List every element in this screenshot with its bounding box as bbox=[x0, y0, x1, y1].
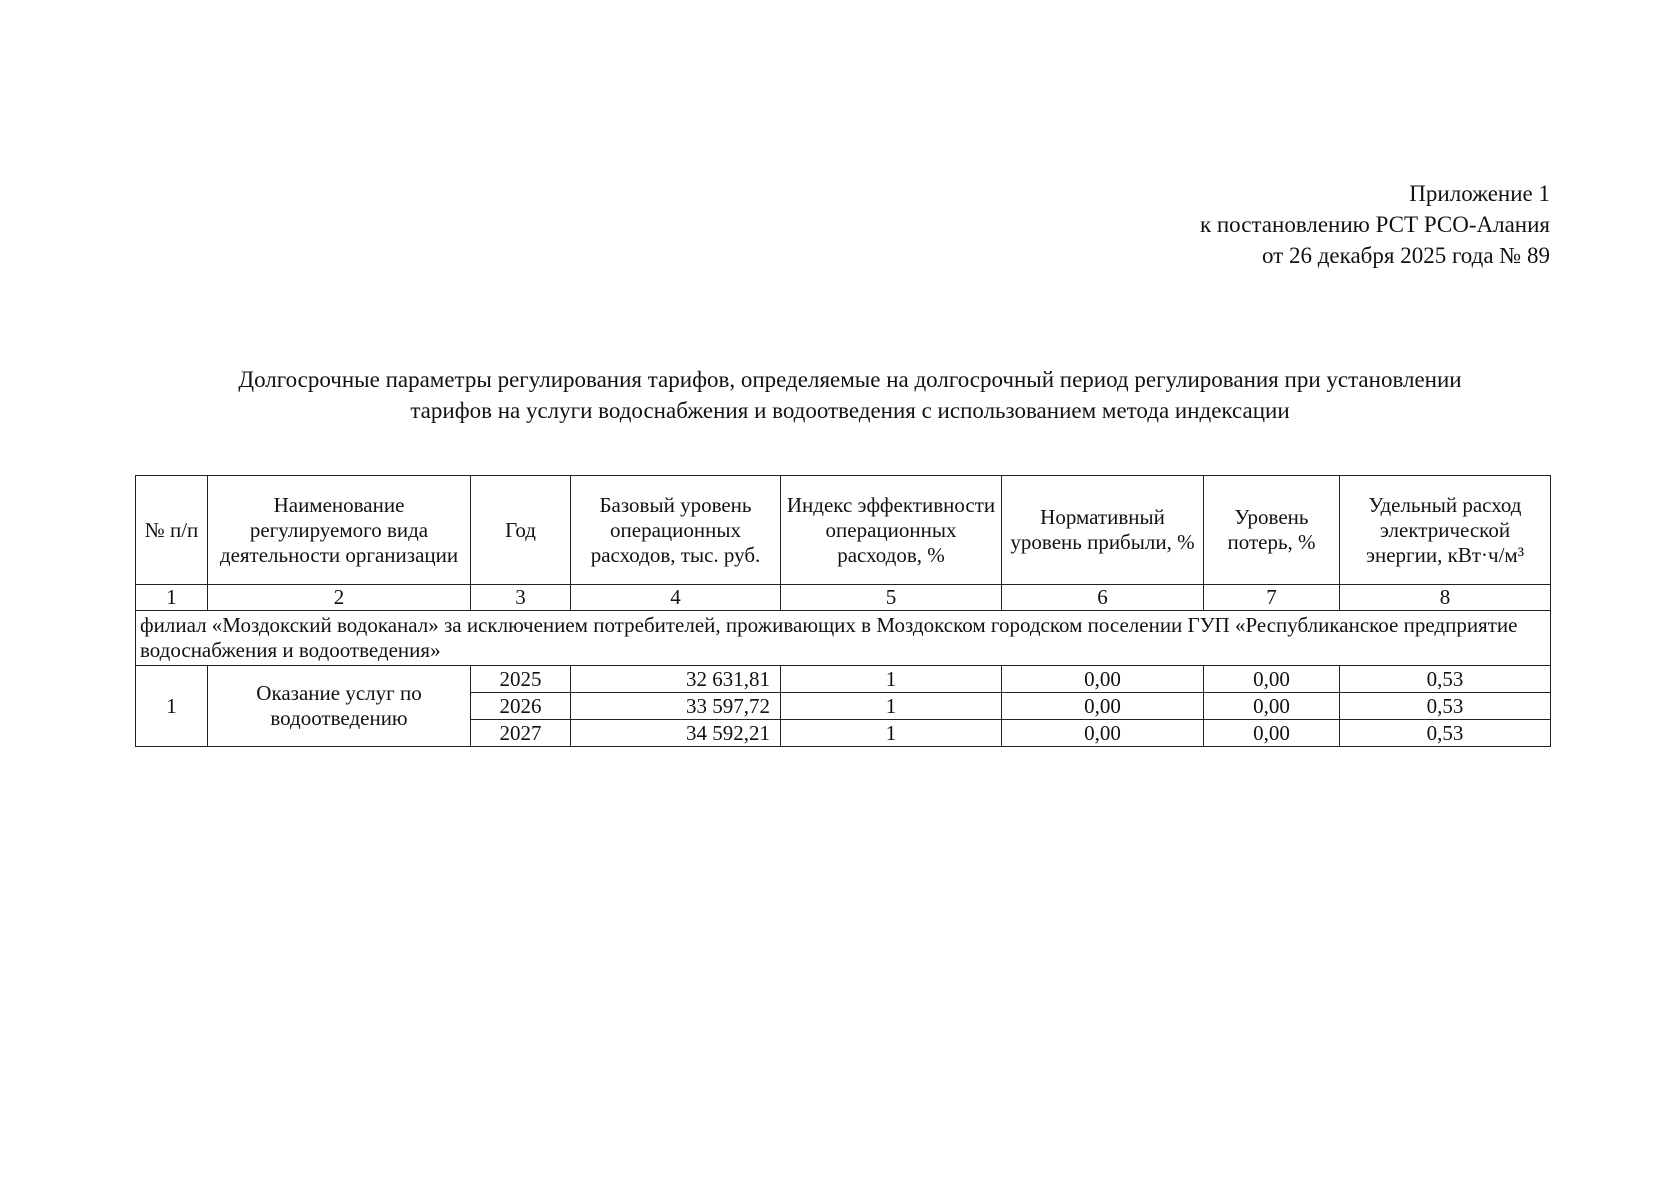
column-number: 4 bbox=[571, 585, 781, 611]
cell-base-opex: 32 631,81 bbox=[571, 666, 781, 693]
cell-base-opex: 33 597,72 bbox=[571, 693, 781, 720]
header-cell-loss-level: Уровень потерь, % bbox=[1204, 476, 1340, 585]
cell-efficiency-index: 1 bbox=[781, 693, 1002, 720]
appendix-date: от 26 декабря 2025 года № 89 bbox=[1261, 243, 1550, 268]
column-number: 1 bbox=[136, 585, 208, 611]
header-cell-activity: Наименование регулируемого вида деятельности организации bbox=[208, 476, 471, 585]
header-cell-year: Год bbox=[471, 476, 571, 585]
cell-efficiency-index: 1 bbox=[781, 720, 1002, 747]
activity-name: Оказание услуг по водоотведению bbox=[208, 666, 471, 747]
cell-base-opex: 34 592,21 bbox=[571, 720, 781, 747]
title-line-2: тарифов на услуги водоснабжения и водоотведения с использованием метода индексации bbox=[410, 398, 1290, 423]
cell-energy-rate: 0,53 bbox=[1340, 666, 1551, 693]
cell-energy-rate: 0,53 bbox=[1340, 693, 1551, 720]
column-number: 3 bbox=[471, 585, 571, 611]
column-number: 5 bbox=[781, 585, 1002, 611]
table-row bbox=[136, 666, 1551, 693]
organization-name: филиал «Моздокский водоканал» за исключением потребителей, проживающих в Моздокском городском поселении ГУП «Республиканское предприятие водоснабжения и водоотведения» bbox=[136, 611, 1551, 666]
cell-energy-rate: 0,53 bbox=[1340, 720, 1551, 747]
column-number: 2 bbox=[208, 585, 471, 611]
column-number: 6 bbox=[1002, 585, 1204, 611]
header-cell-profit-level: Нормативный уровень прибыли, % bbox=[1002, 476, 1204, 585]
cell-efficiency-index: 1 bbox=[781, 666, 1002, 693]
title-line-1: Долгосрочные параметры регулирования тарифов, определяемые на долгосрочный период регулирования при установлении bbox=[238, 367, 1462, 392]
cell-year: 2027 bbox=[471, 720, 571, 747]
cell-loss-level: 0,00 bbox=[1204, 720, 1340, 747]
cell-loss-level: 0,00 bbox=[1204, 666, 1340, 693]
parameters-table bbox=[135, 475, 1551, 747]
cell-profit-level: 0,00 bbox=[1002, 693, 1204, 720]
header-row bbox=[136, 476, 1551, 585]
row-number: 1 bbox=[136, 666, 208, 747]
appendix-resolution: к постановлению РСТ РСО-Алания bbox=[1199, 212, 1550, 237]
document-title bbox=[130, 364, 1570, 426]
header-cell-efficiency-index: Индекс эффективности операционных расходов, % bbox=[781, 476, 1002, 585]
cell-year: 2026 bbox=[471, 693, 571, 720]
column-number: 8 bbox=[1340, 585, 1551, 611]
cell-profit-level: 0,00 bbox=[1002, 720, 1204, 747]
appendix-block bbox=[1200, 178, 1550, 271]
header-cell-base-opex: Базовый уровень операционных расходов, тыс. руб. bbox=[571, 476, 781, 585]
cell-year: 2025 bbox=[471, 666, 571, 693]
header-cell-energy-rate: Удельный расход электрической энергии, кВт·ч/м³ bbox=[1340, 476, 1551, 585]
appendix-title: Приложение 1 bbox=[1409, 181, 1550, 206]
column-number-row bbox=[136, 585, 1551, 611]
cell-loss-level: 0,00 bbox=[1204, 693, 1340, 720]
column-number: 7 bbox=[1204, 585, 1340, 611]
header-cell-number: № п/п bbox=[136, 476, 208, 585]
organization-row bbox=[136, 611, 1551, 666]
cell-profit-level: 0,00 bbox=[1002, 666, 1204, 693]
